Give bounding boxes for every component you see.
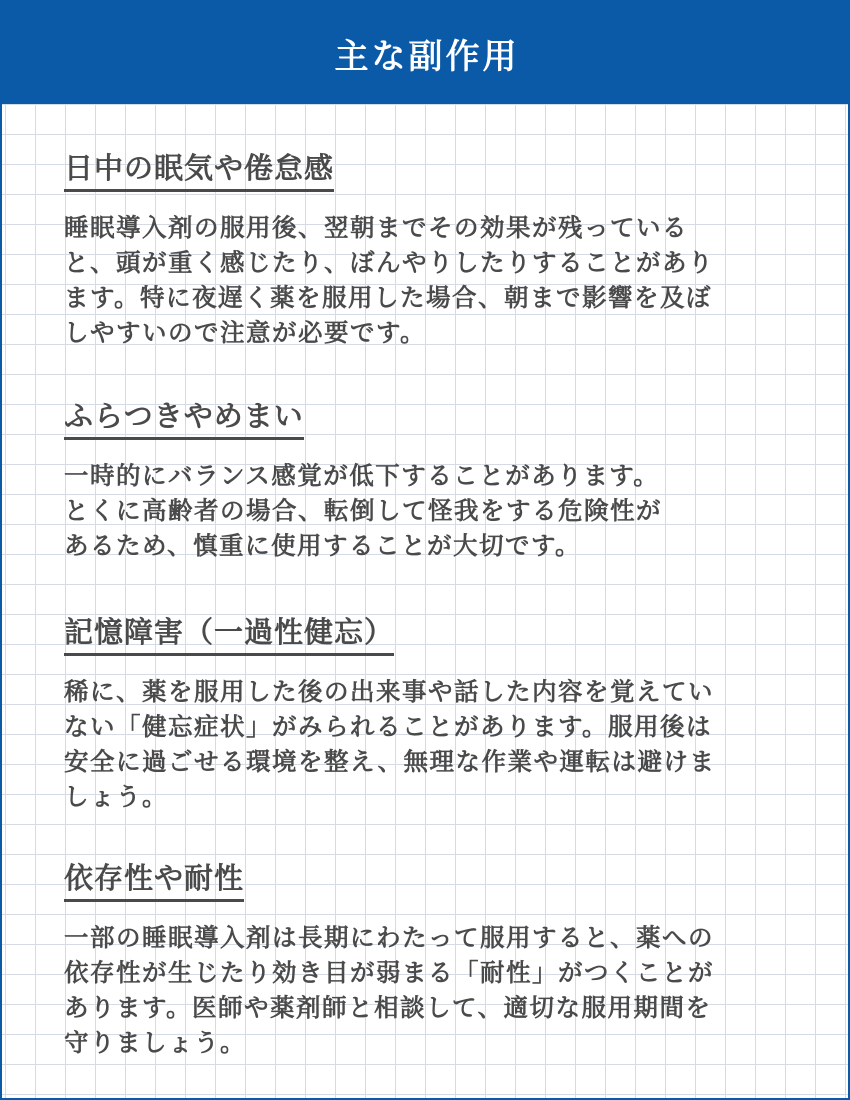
body-line: ない「健忘症状」がみられることがあります。服用後は xyxy=(64,712,713,741)
section-heading: ふらつきやめまい xyxy=(64,396,304,440)
body-line: 一時的にバランス感覚が低下することがあります。 xyxy=(64,461,660,490)
body-line: あります。医師や薬剤師と相談して、適切な服用期間を xyxy=(64,993,712,1022)
section-body xyxy=(64,920,784,1060)
section-daytime-drowsiness xyxy=(64,148,784,350)
section-memory-impairment xyxy=(64,612,784,814)
body-line: しょう。 xyxy=(64,782,168,811)
body-line: 依存性が生じたり効き目が弱まる「耐性」がつくことが xyxy=(64,958,714,987)
section-body xyxy=(64,210,784,350)
page-header xyxy=(2,2,850,104)
body-line: と、頭が重く感じたり、ぼんやりしたりすることがあり xyxy=(64,248,714,277)
body-line: 守りましょう。 xyxy=(64,1028,246,1057)
body-line: 稀に、薬を服用した後の出来事や話した内容を覚えてい xyxy=(64,677,714,706)
body-line: あるため、慎重に使用することが大切です。 xyxy=(64,531,582,560)
section-heading: 日中の眠気や倦怠感 xyxy=(64,148,334,192)
section-heading: 依存性や耐性 xyxy=(64,858,244,902)
body-line: 一部の睡眠導入剤は長期にわたって服用すると、薬への xyxy=(64,923,714,952)
page-title: 主な副作用 xyxy=(334,36,520,77)
body-line: しやすいので注意が必要です。 xyxy=(64,318,427,347)
section-body xyxy=(64,458,784,563)
body-line: とくに高齢者の場合、転倒して怪我をする危険性が xyxy=(64,496,662,525)
section-heading: 記憶障害（一過性健忘） xyxy=(64,612,394,656)
section-body xyxy=(64,674,784,814)
section-dependence-tolerance xyxy=(64,858,784,1060)
body-line: 睡眠導入剤の服用後、翌朝までその効果が残っている xyxy=(64,213,688,242)
body-line: ます。特に夜遅く薬を服用した場合、朝まで影響を及ぼ xyxy=(64,283,713,312)
body-line: 安全に過ごせる環境を整え、無理な作業や運転は避けま xyxy=(64,747,716,776)
section-dizziness xyxy=(64,396,784,563)
